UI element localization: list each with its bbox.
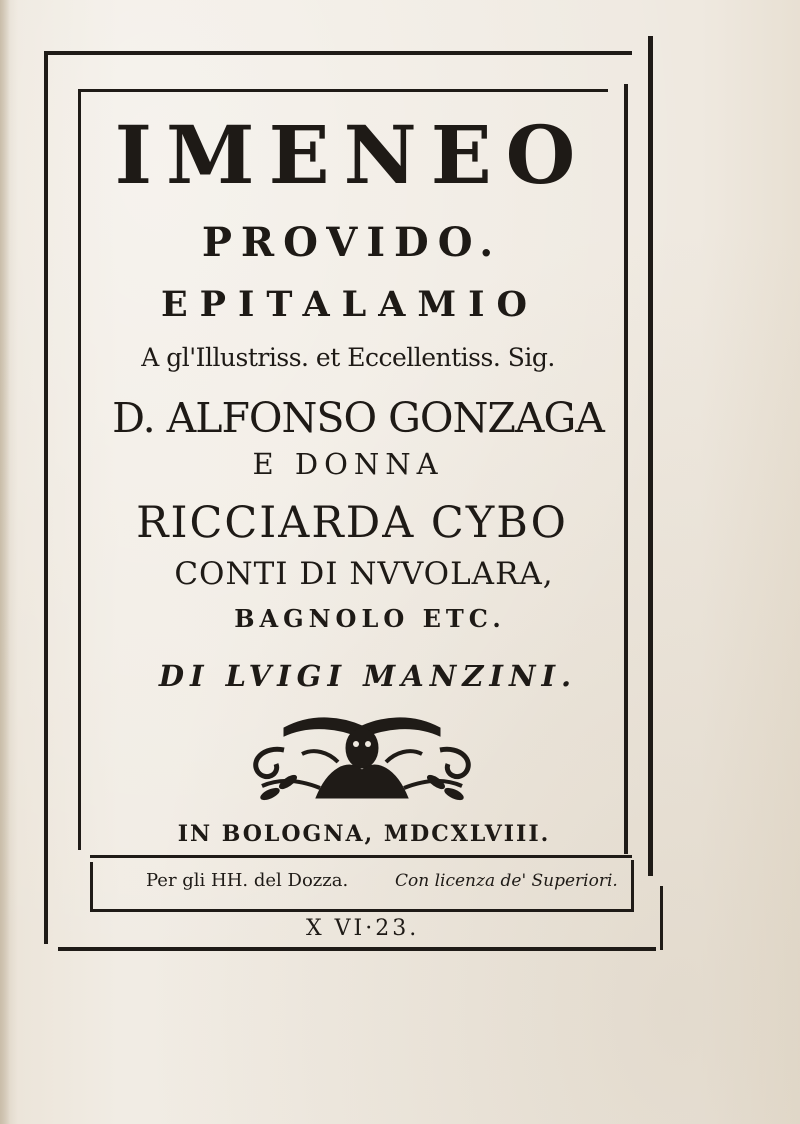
dedication-conjunction: E DONNA [252, 447, 444, 481]
subtitle-epitalamio: EPITALAMIO [160, 284, 540, 325]
license-line: Con licenza de' Superiori. [395, 871, 618, 891]
titles-line-2: BAGNOLO ETC. [234, 604, 506, 633]
inner-frame-top [78, 89, 608, 92]
inner-frame-left [78, 90, 81, 850]
printer-box-left [90, 862, 93, 910]
dedication-line: A gl'Illustriss. et Eccellentiss. Sig. [141, 343, 555, 372]
subtitle-provido: PROVIDO. [201, 219, 503, 266]
ornament-icon [244, 708, 480, 808]
outer-frame-top [44, 51, 632, 55]
dedicatee-ricciarda: RICCIARDA CYBO [136, 498, 568, 548]
inner-frame-right [624, 84, 628, 854]
inner-frame-bottom [90, 855, 632, 858]
page-edge [0, 0, 10, 1124]
signature-mark: X VI·23. [306, 916, 420, 941]
printer-box-right [631, 860, 634, 912]
imprint-place-date: IN BOLOGNA, MDCXLVIII. [177, 821, 551, 847]
dedicatee-alfonso: D. ALFONSO GONZAGA [112, 394, 604, 442]
outer-frame-right-lower [660, 886, 663, 950]
outer-frame-left [44, 54, 48, 944]
titles-line: CONTI DI NVVOLARA, [174, 556, 554, 592]
outer-frame-right [648, 36, 653, 876]
author-line: DI LVIGI MANZINI. [158, 659, 578, 693]
printer-box-bottom [90, 909, 634, 912]
title-imeneo: IMENEO [114, 108, 590, 202]
printer-line: Per gli HH. del Dozza. [146, 870, 349, 891]
outer-frame-bottom [58, 947, 656, 951]
